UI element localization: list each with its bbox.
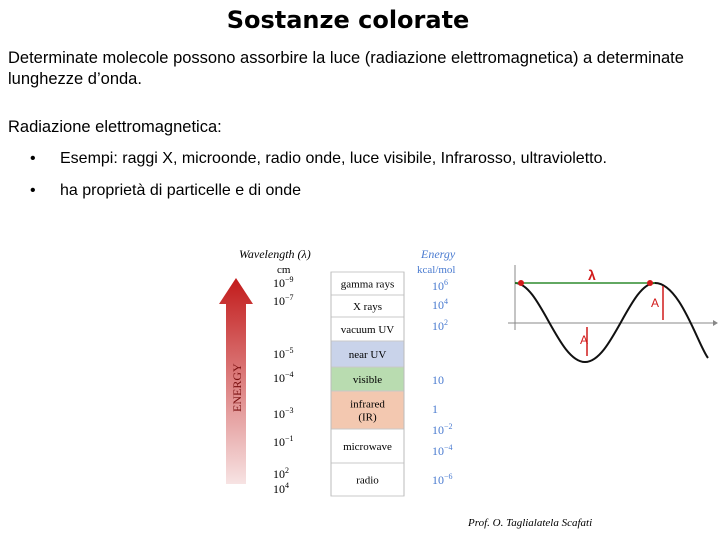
slide-title: Sostanze colorate [226, 6, 470, 34]
wave-diagram [508, 265, 718, 362]
band-label: vacuum UV [340, 324, 395, 336]
wavelength-label: $10^4$ [273, 481, 289, 496]
bullet-text: Esempi: raggi X, microonde, radio onde, luce visibile, Infrarosso, ultravioletto. [60, 150, 607, 167]
energy-labels [432, 278, 453, 487]
amplitude-label-upper: A [651, 296, 660, 310]
band-label: visible [352, 374, 383, 386]
wavelength-labels [273, 275, 294, 496]
spectrum-bands [331, 272, 404, 496]
amplitude-label-lower: A [580, 333, 589, 347]
band-label: (IR) [358, 411, 377, 424]
wavelength-label: $10^{-4}$ [273, 370, 294, 385]
crest-marker-left [518, 280, 524, 286]
axis-arrowhead [713, 320, 718, 326]
wavelength-label: $10^{-1}$ [273, 434, 294, 449]
band-label: microwave [343, 441, 392, 453]
energy-label: $10^{-6}$ [432, 472, 453, 487]
energy-header: Energy [421, 247, 456, 261]
crest-marker-right [647, 280, 653, 286]
energy-label: $10^4$ [432, 297, 448, 312]
band-label: radio [356, 474, 379, 487]
wavelength-symbol: λ [588, 267, 596, 283]
subheading: Radiazione elettromagnetica: [8, 118, 222, 136]
energy-label: $10^2$ [432, 318, 448, 333]
energy-label: $10^6$ [432, 278, 448, 293]
wavelength-label: $10^{-9}$ [273, 275, 294, 290]
band-label: near UV [348, 349, 387, 361]
credit-line: Prof. O. Taglialatela Scafati [468, 517, 593, 529]
wavelength-label: $10^{-3}$ [273, 406, 294, 421]
energy-arrow-label: ENERGY [230, 363, 244, 412]
wavelength-label: $10^{-7}$ [273, 293, 294, 308]
bullet-dot: • [30, 182, 36, 199]
band-label: X rays [352, 301, 383, 313]
wavelength-unit: cm [277, 264, 291, 276]
energy-label: $10^{-2}$ [432, 422, 453, 437]
energy-unit: kcal/mol [417, 264, 456, 276]
energy-label: $10^{-4}$ [432, 443, 453, 458]
bullet-text: ha proprietà di particelle e di onde [60, 182, 302, 199]
energy-label: 1 [432, 402, 438, 416]
bullet-dot: • [30, 150, 36, 167]
intro-paragraph: Determinate molecole possono assorbire la luce (radiazione elettromagnetica) a determinate lunghezze d’onda. [8, 49, 684, 88]
wavelength-header: Wavelength (λ) [239, 247, 311, 261]
wavelength-label: $10^2$ [273, 466, 289, 481]
wavelength-label: $10^{-5}$ [273, 346, 294, 361]
band-label: gamma rays [340, 278, 395, 291]
energy-label: 10 [432, 373, 444, 387]
band-label: infrared [350, 398, 385, 411]
